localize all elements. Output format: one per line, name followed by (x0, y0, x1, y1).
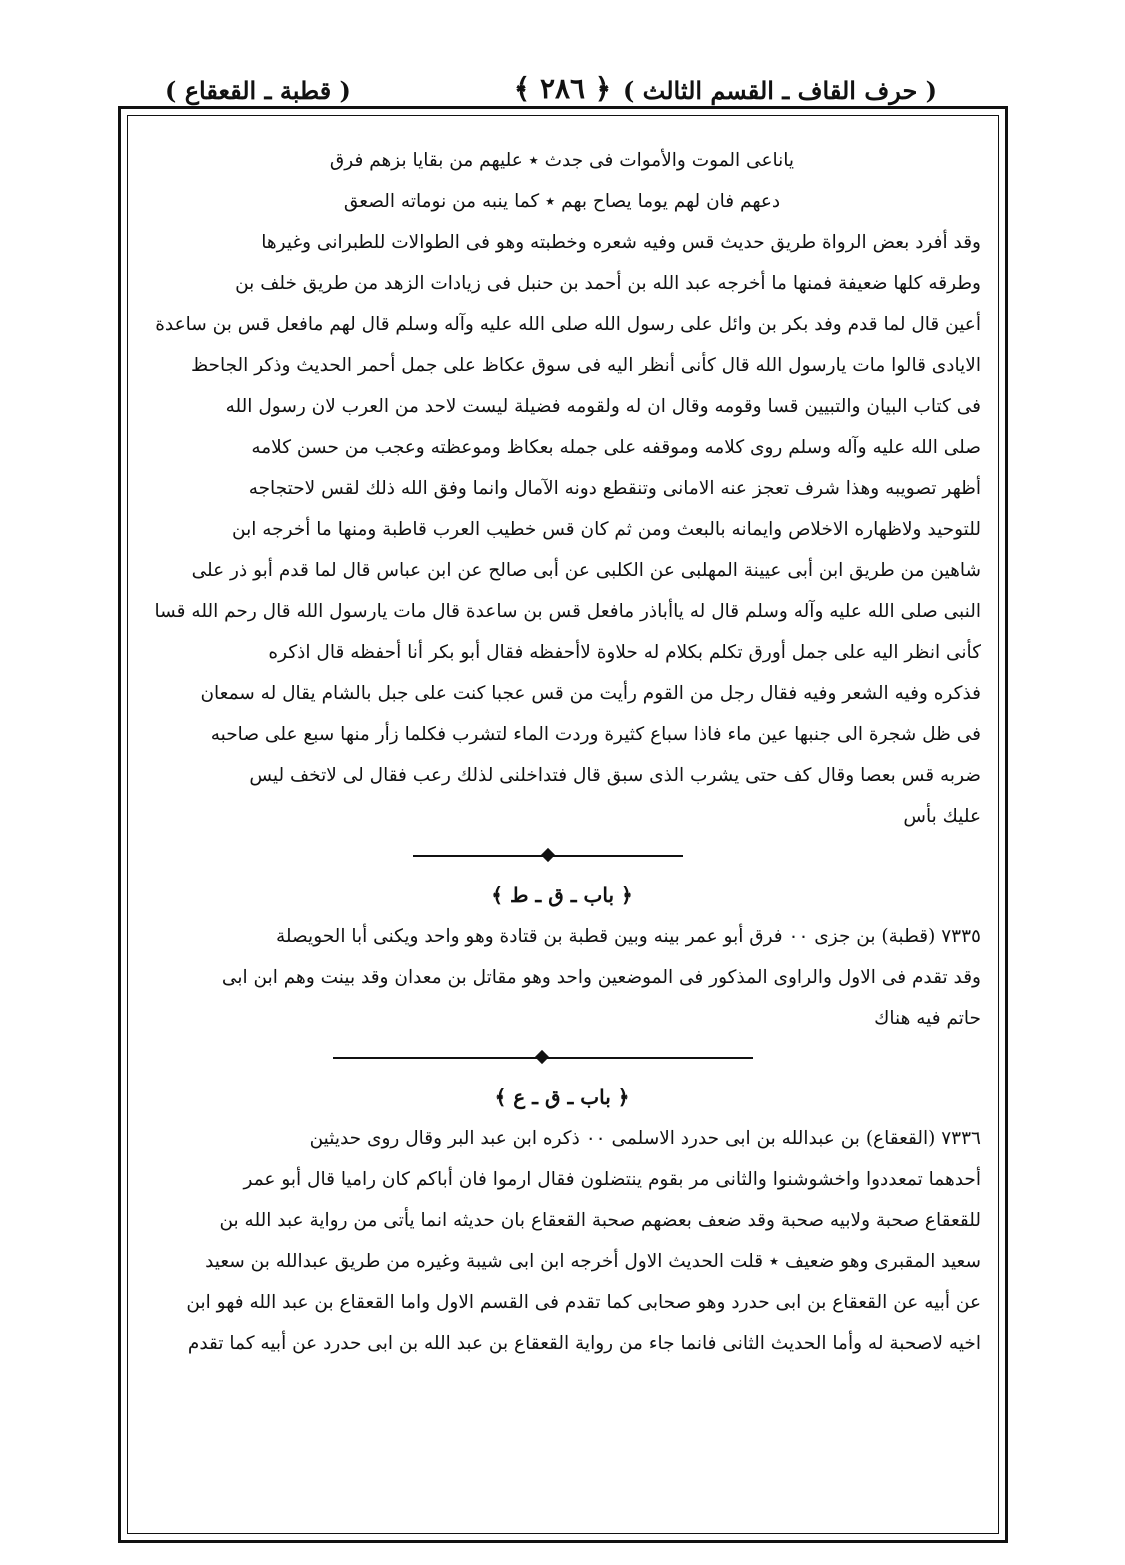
text-line: أعين قال لما قدم وفد بكر بن وائل على رسول الله صلى الله عليه وآله وسلم قال لهم مافعل قس بن ساعدة (155, 314, 981, 335)
divider-ornament (535, 1050, 549, 1064)
text-line: فى ظل شجرة الى جنبها عين ماء فاذا سباع كثيرة وردت الماء لتشرب فكلما زأر منها سبع على صاحبه (210, 724, 981, 745)
entry-line: ٧٣٣٥ (قطبة) بن جزى ٠٠ فرق أبو عمر بينه وبين قطبة بن قتادة وهو واحد ويكنى أبا الحويصلة (275, 926, 981, 947)
running-header-chapter: ( حرف القاف ـ القسم الثالث ) (622, 76, 937, 105)
section-divider (143, 1039, 981, 1077)
entry-line: للقعقاع صحبة ولابيه صحبة وقد ضعف بعضهم صحبة القعقاع بان حديثه انما يأتى من رواية عبد الله بن (219, 1210, 981, 1231)
text-line: للتوحيد ولاظهاره الاخلاص وايمانه بالبعث ومن ثم كان قس خطيب العرب قاطبة ومنها ما أخرجه ابن (232, 519, 981, 540)
entry-line: اخيه لاصحبة له وأما الحديث الثانى فانما جاء من رواية القعقاع بن عبد الله بن ابى حدرد عن أبيه كما تقدم (187, 1333, 981, 1354)
page-number: ﴿ ٢٨٦ ﴾ (513, 72, 612, 105)
text-line: عليك بأس (903, 806, 981, 827)
text-line: فذكره وفيه الشعر وفيه فقال رجل من القوم رأيت من قس عجبا كنت على جبل بالشام يقال له سمعان (200, 683, 981, 704)
section-heading: ﴿ باب ـ ق ـ ع ﴾ (494, 1085, 630, 1109)
entry-line: سعيد المقبرى وهو ضعيف ٭ قلت الحديث الاول أخرجه ابن ابى شيبة وغيره من طريق عبدالله بن سعيد (205, 1251, 981, 1272)
text-line: وطرقه كلها ضعيفة فمنها ما أخرجه عبد الله بن أحمد بن حنبل فى زيادات الزهد من طريق خلف بن (235, 273, 981, 294)
divider-ornament (541, 848, 555, 862)
text-line: كأنى انظر اليه على جمل أورق تكلم بكلام له حلاوة لاأحفظه فقال أبو بكر أنا أحفظه قال اذكره (268, 642, 981, 663)
entry-line: وقد تقدم فى الاول والراوى المذكور فى الموضعين واحد وهو مقاتل بن معدان وقد بينت وهم ابن ابى (221, 967, 981, 988)
text-line: صلى الله عليه وآله وسلم روى كلامه وموقفه على جمله بعكاظ وموعظته وعجب من حسن كلامه (251, 437, 981, 458)
page-body (143, 140, 981, 1364)
poem-verse: ياناعى الموت والأموات فى جدث ٭ عليهم من بقايا بزهم فرق (329, 150, 795, 171)
text-line: فى كتاب البيان والتبيين قسا وقومه وقال ان له ولقومه فضيلة ليست لاحد من العرب لان رسول الله (225, 396, 981, 417)
running-header-entries: ( قطبة ـ القعقاع ) (165, 76, 351, 105)
section-heading: ﴿ باب ـ ق ـ ط ﴾ (491, 883, 633, 907)
text-line: أظهر تصويبه وهذا شرف تعجز عنه الامانى وتنقطع دونه الآمال وانما وفق الله ذلك لقس لاحتجاجه (248, 478, 981, 499)
text-line: ضربه قس بعصا وقال كف حتى يشرب الذى سبق قال فتداخلنى لذلك رعب فقال لى لاتخف ليس (249, 765, 981, 786)
entry-line: عن أبيه عن القعقاع بن ابى حدرد وهو صحابى كما تقدم فى القسم الاول واما القعقاع بن عبد الله فهو ابن (186, 1292, 981, 1313)
entry-line: أحدهما تمعددوا واخشوشنوا والثانى مر بقوم ينتضلون فقال ارموا فان أباكم كان راميا قال أبو عمر (243, 1169, 981, 1190)
section-divider (143, 837, 981, 875)
text-line: الايادى قالوا مات يارسول الله قال كأنى أنظر اليه فى سوق عكاظ على جمل أحمر الحديث وذكر الجاحظ (190, 355, 981, 376)
text-line: شاهين من طريق ابن أبى عيينة المهلبى عن الكلبى عن أبى صالح عن ابن عباس قال لما قدم أبو ذر على (191, 560, 981, 581)
entry-line: ٧٣٣٦ (القعقاع) بن عبدالله بن ابى حدرد الاسلمى ٠٠ ذكره ابن عبد البر وقال روى حديثين (309, 1128, 981, 1149)
text-line: النبى صلى الله عليه وآله وسلم قال له ياأباذر مافعل قس بن ساعدة قال مات يارسول الله قال رحم الله قسا (154, 601, 981, 622)
text-line: وقد أفرد بعض الرواة طريق حديث قس وفيه شعره وخطبته وهو فى الطوالات للطبرانى وغيرها (261, 232, 981, 253)
entry-line: حاتم فيه هناك (874, 1008, 981, 1029)
poem-verse: دعهم فان لهم يوما يصاح بهم ٭ كما ينبه من نوماته الصعق (343, 191, 781, 212)
